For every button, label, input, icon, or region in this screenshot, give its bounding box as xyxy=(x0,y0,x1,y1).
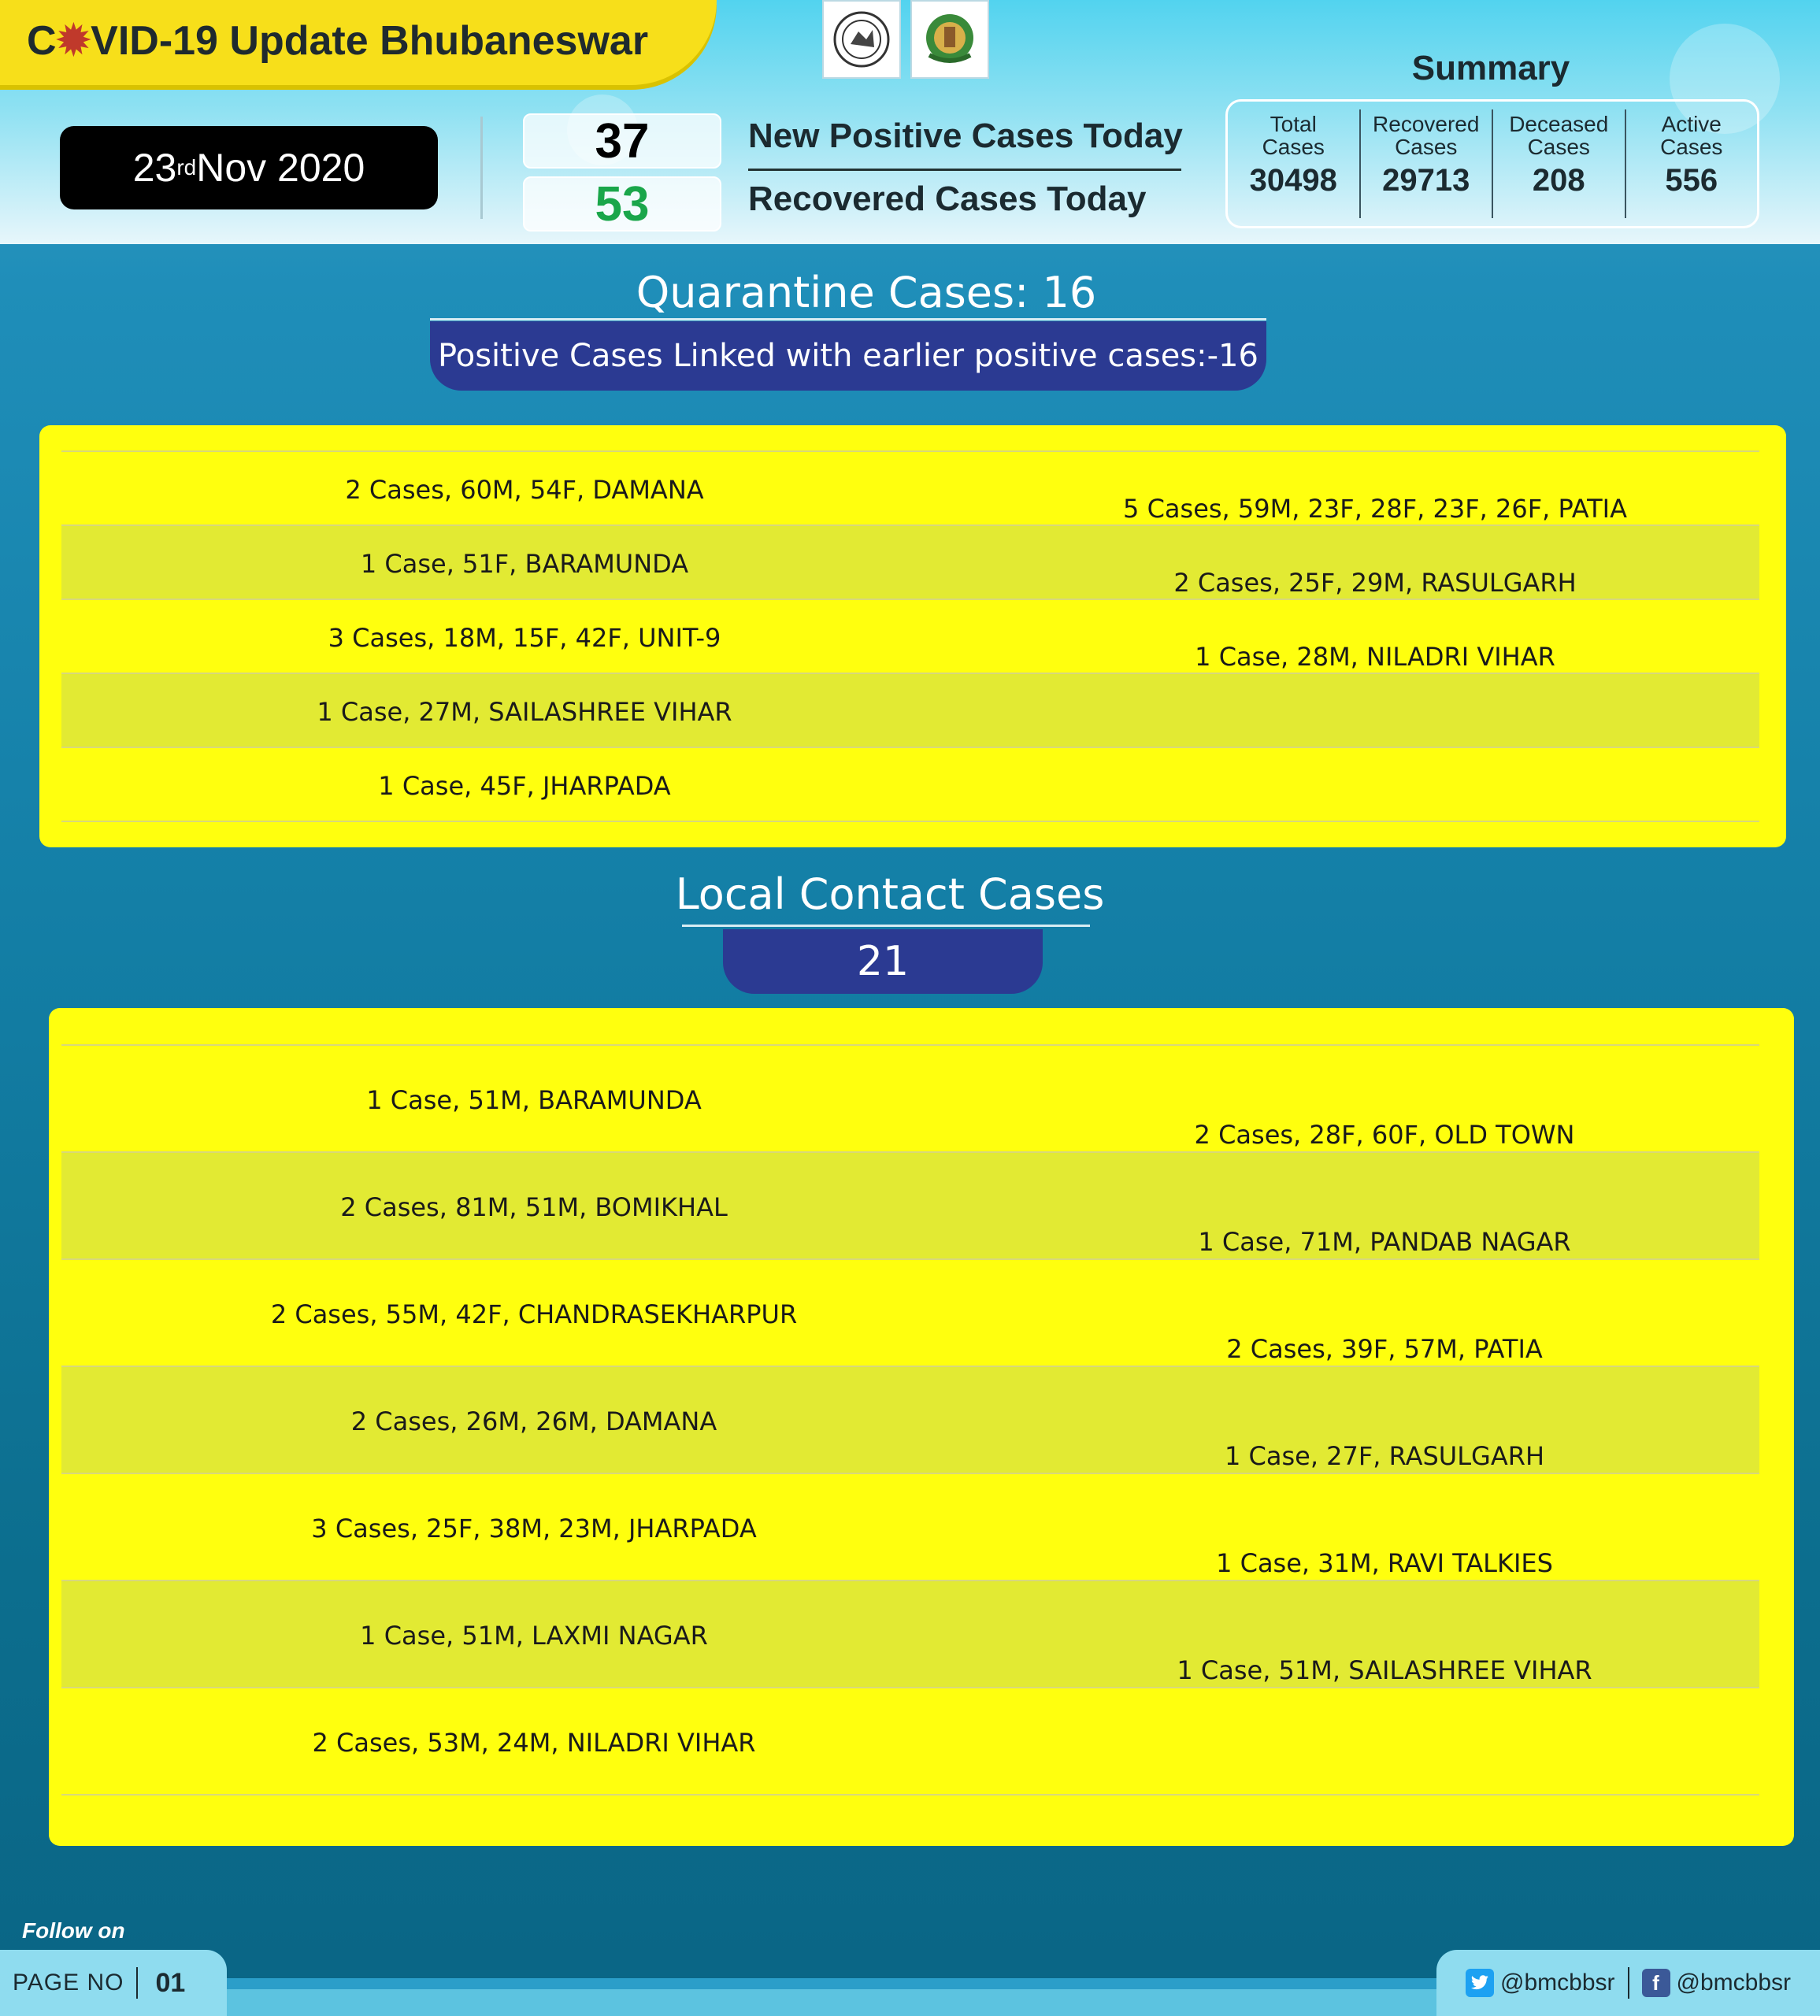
quarantine-subtitle: Positive Cases Linked with earlier positive cases:-16 xyxy=(430,321,1266,391)
local-contact-rows xyxy=(61,1044,1759,1796)
follow-label: Follow on xyxy=(22,1918,125,1943)
divider xyxy=(1628,1967,1629,1999)
summary-title: Summary xyxy=(1411,49,1570,87)
row-left-cell: 2 Cases, 81M, 51M, BOMIKHAL xyxy=(340,1192,728,1222)
row-right-cell: 1 Case, 27F, RASULGARH xyxy=(1224,1441,1545,1471)
row-right-cell: 1 Case, 71M, PANDAB NAGAR xyxy=(1198,1227,1571,1257)
summary-total: Total Cases 30498 xyxy=(1228,109,1361,218)
virus-icon: ✹ xyxy=(56,18,91,64)
date-badge: 23 rd Nov 2020 xyxy=(60,126,438,209)
summary-recovered: Recovered Cases 29713 xyxy=(1361,109,1494,218)
row-right-cell: 1 Case, 28M, NILADRI VIHAR xyxy=(1195,642,1555,672)
table-row xyxy=(61,524,1759,598)
summary-deceased: Deceased Cases 208 xyxy=(1493,109,1626,218)
quarantine-table xyxy=(39,425,1786,847)
table-row xyxy=(61,747,1759,821)
row-left-cell: 2 Cases, 26M, 26M, DAMANA xyxy=(350,1406,717,1436)
table-row xyxy=(61,1366,1759,1473)
table-row xyxy=(61,1044,1759,1151)
summary-active: Active Cases 556 xyxy=(1660,112,1723,198)
row-left-cell: 3 Cases, 18M, 15F, 42F, UNIT-9 xyxy=(328,623,721,653)
table-bottom-line xyxy=(61,1794,1759,1796)
table-bottom-line xyxy=(61,821,1759,822)
divider xyxy=(748,169,1181,171)
bmc-logo-icon xyxy=(910,0,989,79)
row-left-cell: 1 Case, 51M, LAXMI NAGAR xyxy=(360,1621,708,1651)
table-row xyxy=(61,1473,1759,1580)
page-title: C✹VID-19 Update Bhubaneswar xyxy=(27,18,649,64)
row-right-cell: 2 Cases, 25F, 29M, RASULGARH xyxy=(1173,568,1577,598)
title-banner xyxy=(0,0,717,85)
table-row xyxy=(61,1687,1759,1794)
row-left-cell: 2 Cases, 53M, 24M, NILADRI VIHAR xyxy=(312,1728,756,1758)
row-left-cell: 2 Cases, 55M, 42F, CHANDRASEKHARPUR xyxy=(270,1299,798,1329)
recovered-label: Recovered Cases Today xyxy=(748,180,1147,218)
table-row xyxy=(61,1580,1759,1687)
table-row xyxy=(61,673,1759,747)
row-left-cell: 1 Case, 45F, JHARPADA xyxy=(378,771,671,801)
footer-stripe xyxy=(221,1978,1449,1989)
odisha-emblem-icon xyxy=(822,0,901,79)
divider xyxy=(136,1967,138,1999)
facebook-handle[interactable]: @bmcbbsr xyxy=(1676,1970,1791,1996)
header xyxy=(0,0,1820,244)
row-right-cell: 2 Cases, 28F, 60F, OLD TOWN xyxy=(1194,1120,1575,1150)
row-right-cell: 1 Case, 51M, SAILASHREE VIHAR xyxy=(1177,1655,1592,1685)
table-row xyxy=(61,1151,1759,1258)
row-right-cell: 1 Case, 31M, RAVI TALKIES xyxy=(1216,1548,1553,1578)
page-label: PAGE NO xyxy=(13,1970,124,1996)
table-row xyxy=(61,598,1759,673)
new-positive-count: 37 xyxy=(523,113,721,169)
row-right-cell: 5 Cases, 59M, 23F, 28F, 23F, 26F, PATIA xyxy=(1123,494,1627,524)
quarantine-rows xyxy=(61,450,1759,822)
divider xyxy=(430,318,1266,321)
row-right-cell: 2 Cases, 39F, 57M, PATIA xyxy=(1226,1334,1543,1364)
row-left-cell: 1 Case, 51M, BARAMUNDA xyxy=(366,1085,702,1115)
row-left-cell: 1 Case, 51F, BARAMUNDA xyxy=(360,549,689,579)
page-indicator xyxy=(0,1950,227,2016)
row-left-cell: 3 Cases, 25F, 38M, 23M, JHARPADA xyxy=(311,1514,757,1544)
local-contact-count: 21 xyxy=(723,929,1043,994)
recovered-count: 53 xyxy=(523,176,721,232)
row-left-cell: 2 Cases, 60M, 54F, DAMANA xyxy=(345,475,704,505)
divider xyxy=(480,117,483,219)
summary-panel xyxy=(1225,99,1759,228)
new-positive-label: New Positive Cases Today xyxy=(748,117,1183,155)
local-contact-title: Local Contact Cases xyxy=(675,869,1105,919)
local-contact-table xyxy=(49,1008,1794,1846)
social-links xyxy=(1436,1950,1820,2016)
row-left-cell: 1 Case, 27M, SAILASHREE VIHAR xyxy=(317,697,732,727)
divider xyxy=(682,925,1090,927)
facebook-icon[interactable]: f xyxy=(1642,1969,1670,1997)
page-number: 01 xyxy=(155,1967,186,1998)
twitter-icon[interactable] xyxy=(1466,1969,1494,1997)
quarantine-title: Quarantine Cases: 16 xyxy=(636,268,1097,317)
twitter-handle[interactable]: @bmcbbsr xyxy=(1500,1970,1615,1996)
table-row xyxy=(61,1258,1759,1366)
table-row xyxy=(61,450,1759,524)
